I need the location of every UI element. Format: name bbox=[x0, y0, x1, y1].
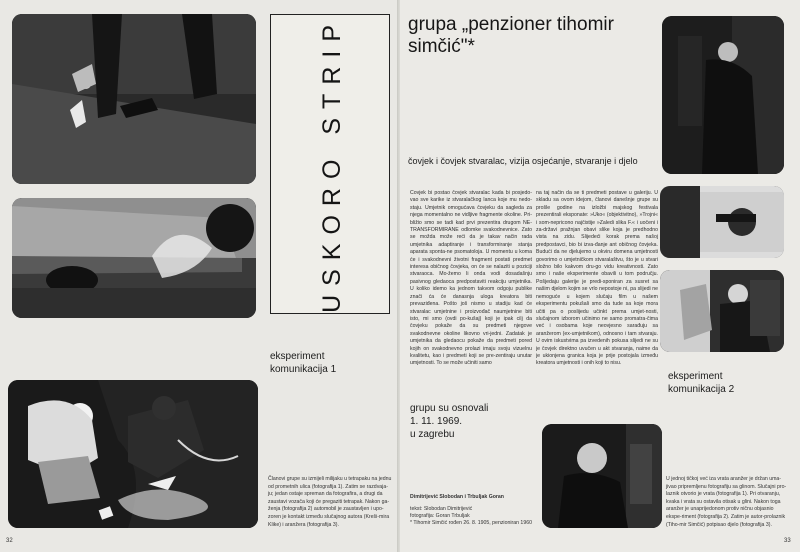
experiment-2-caption: U jednoj tičkoj već iza vrata aranžer je držan uma-jivao pripremljenu fotografiju sa glinom. Slučajni pro-laznik otvorio je vrata (fotografija 1). Pri otvaranju, kvaka i vrata su ostavila otisak u glini. Nakon toga aranžer je unaprijedonom protiv ničnu objasnio ekspe-riment (fotografija 2). Zatim je autor-prolaznik (Tiho-mir Simčić) potpisao djelo (fotografija 3). bbox=[666, 476, 787, 528]
page-number-left: 32 bbox=[6, 538, 13, 544]
credits-photo: fotografija: Goran Trbuljak bbox=[410, 513, 470, 519]
experiment-1-label-line1: eksperiment bbox=[270, 351, 325, 362]
article-body-column-1: Čovjek bi postao čovjek stvaralac kada bi posjedo-vao sve karike iz stvaralačkog lanca koje mu nedo-staju. Umjetnik omogućava čovjeku da sagleda za njega momentalno ne vidljive fragmente okoline. Pri-bližio smo se tadi kad prvi prezentira drugom NE-TRANSFORMIRANE odlomke svakodnevnice. Zato se možda može reći da je takav način rada umjetnika adaptiranje i transformiranje stanja aparata sponta-ne psomatoloja. U momentu u koma će i svakodnevni životni fragment postati predmet interesa običnog čovjeka, on će se nalaziti u poziciji stvaraoca. Mo-žemo li onda vodi dosadašnju pasivnog gledaoca predpostaviti reakciju umjetnika. U koliko idemo ka jednom takvom odgoju publike znači ća će danasnja uloga kreatora biti prevaziđena. Pošto još nismo u stadiju kad će stvaralac umjetnine i proizvođač naumjetnine biti isto, mi smo (ovdi po-kušaj) koji je ipak cilj da čovjeku pokaže da su predmeti njegove svakodnevne okoline likovno vri-jedni. Zadatak je umjetnika da gledaocu pokaže da predmeti pored kojih on svakodnevno prolazi imaju svoju vizuelnu kvalitetu, kao i predmeti koji se pre-zentiraju unutar umjetnosti. To se može učiniti samo bbox=[410, 190, 532, 367]
founded-line-2: 1. 11. 1969. bbox=[410, 416, 463, 427]
founded-block bbox=[410, 402, 488, 441]
strip-title-text: USKORO STRIP bbox=[317, 15, 346, 313]
photo-man-at-door bbox=[662, 16, 784, 174]
credits-names: Dimitrijević Slobodan i Trbuljak Goran bbox=[410, 494, 504, 500]
founded-line-3: u zagrebu bbox=[410, 429, 455, 440]
photo-meeting-driver bbox=[8, 380, 258, 528]
page-number-right: 33 bbox=[784, 538, 791, 544]
experiment-1-label bbox=[270, 350, 390, 376]
photo-man-portrait bbox=[542, 424, 662, 528]
strip-title bbox=[312, 15, 352, 313]
article-title: grupa „penzioner tihomir simčić"* bbox=[408, 14, 614, 57]
experiment-2-label-line2: komunikacija 2 bbox=[668, 384, 735, 395]
article-body-column-2: na taj način da se ti predmeti postave u galeriju. U skladu sa ovom idejom, članovi danešnje grupe su prošle godine na izložbi majskog festivala prezentirali eksponate: »Uko« (objektivitno), »Trojni« i som-nepricono najčistije »Zaledi slika F.« i uočeni i za-državi pražnjan obavi slike koja je predhodno vista na zidu. Slijedeći korak prema našoj predpostavci, bio bi izva-đanje ant običnog čovjeka. Budući da ne djelujemo u okviru domena umjetnosti govorimo o umjetničkom stvaralaštvu, što je u stvari složno bilo kakvom dru-go vidu kreativnosti. Zato smo i naše eksperimente obavili u tom području. Pošjedaju galerije je predi-sponiran za susret sa našim djelom kojim se vrlo nepostoje ni, pa slijedi ne nemoguće u kojem slučaju film u našem eksperimentu pokušali smo da tude sa koje mora učiti pa o poslijedu učinkt prema umjet-nosti, slučajnom izborom učinimo ne samo promatra-čima već i osobama koje neovjesno sarađuju sa aranžerom (ex-umjetnikom), odnosno i tam stvaraju. U ovim iskustvima pa izvedenih pokusa slijedi ne su je čovjek direktno uvučen u akt stvaranja, naime da je ukionjena granica koja je prije postojala između kreatora umjetnosti i onih koji to nisu. bbox=[536, 190, 658, 367]
photo-signing bbox=[660, 270, 784, 352]
experiment-1-caption: Članovi grupe su izmijeli milijaku u tetrapaku na jednu od prometnih ulica (fotografija 1). Zatim se razdvaja-ju; jedan ostaje spreman da fotografira, a drugi da zaustavi vozača koji će pregaziti tetrapak. Nakon ga-ženja (fotografija 2) automobil je zaustavljen i upo-zoren je kontakt između slučajnog autora (Kreši-mira Klike) i aranžera (fotografija 3). bbox=[268, 476, 392, 528]
article-subtitle: čovjek i čovjek stvaralac, vizija osjećanje, stvaranje i djelo bbox=[408, 156, 638, 166]
experiment-1-label-line2: komunikacija 1 bbox=[270, 364, 337, 375]
experiment-2-label-line1: eksperiment bbox=[668, 371, 723, 382]
footnote: * Tihomir Simčić rođen 26. 8. 1905, penzioniran 1960 bbox=[410, 520, 532, 526]
founded-line-1: grupu su osnovali bbox=[410, 403, 489, 414]
photo-carton-on-road bbox=[12, 14, 256, 184]
photo-door-handle-clay bbox=[660, 186, 784, 258]
experiment-2-label bbox=[668, 370, 788, 396]
credits-text: tekst: Slobodan Dimitrijević bbox=[410, 506, 473, 512]
photo-car-crushing-carton bbox=[12, 198, 256, 318]
